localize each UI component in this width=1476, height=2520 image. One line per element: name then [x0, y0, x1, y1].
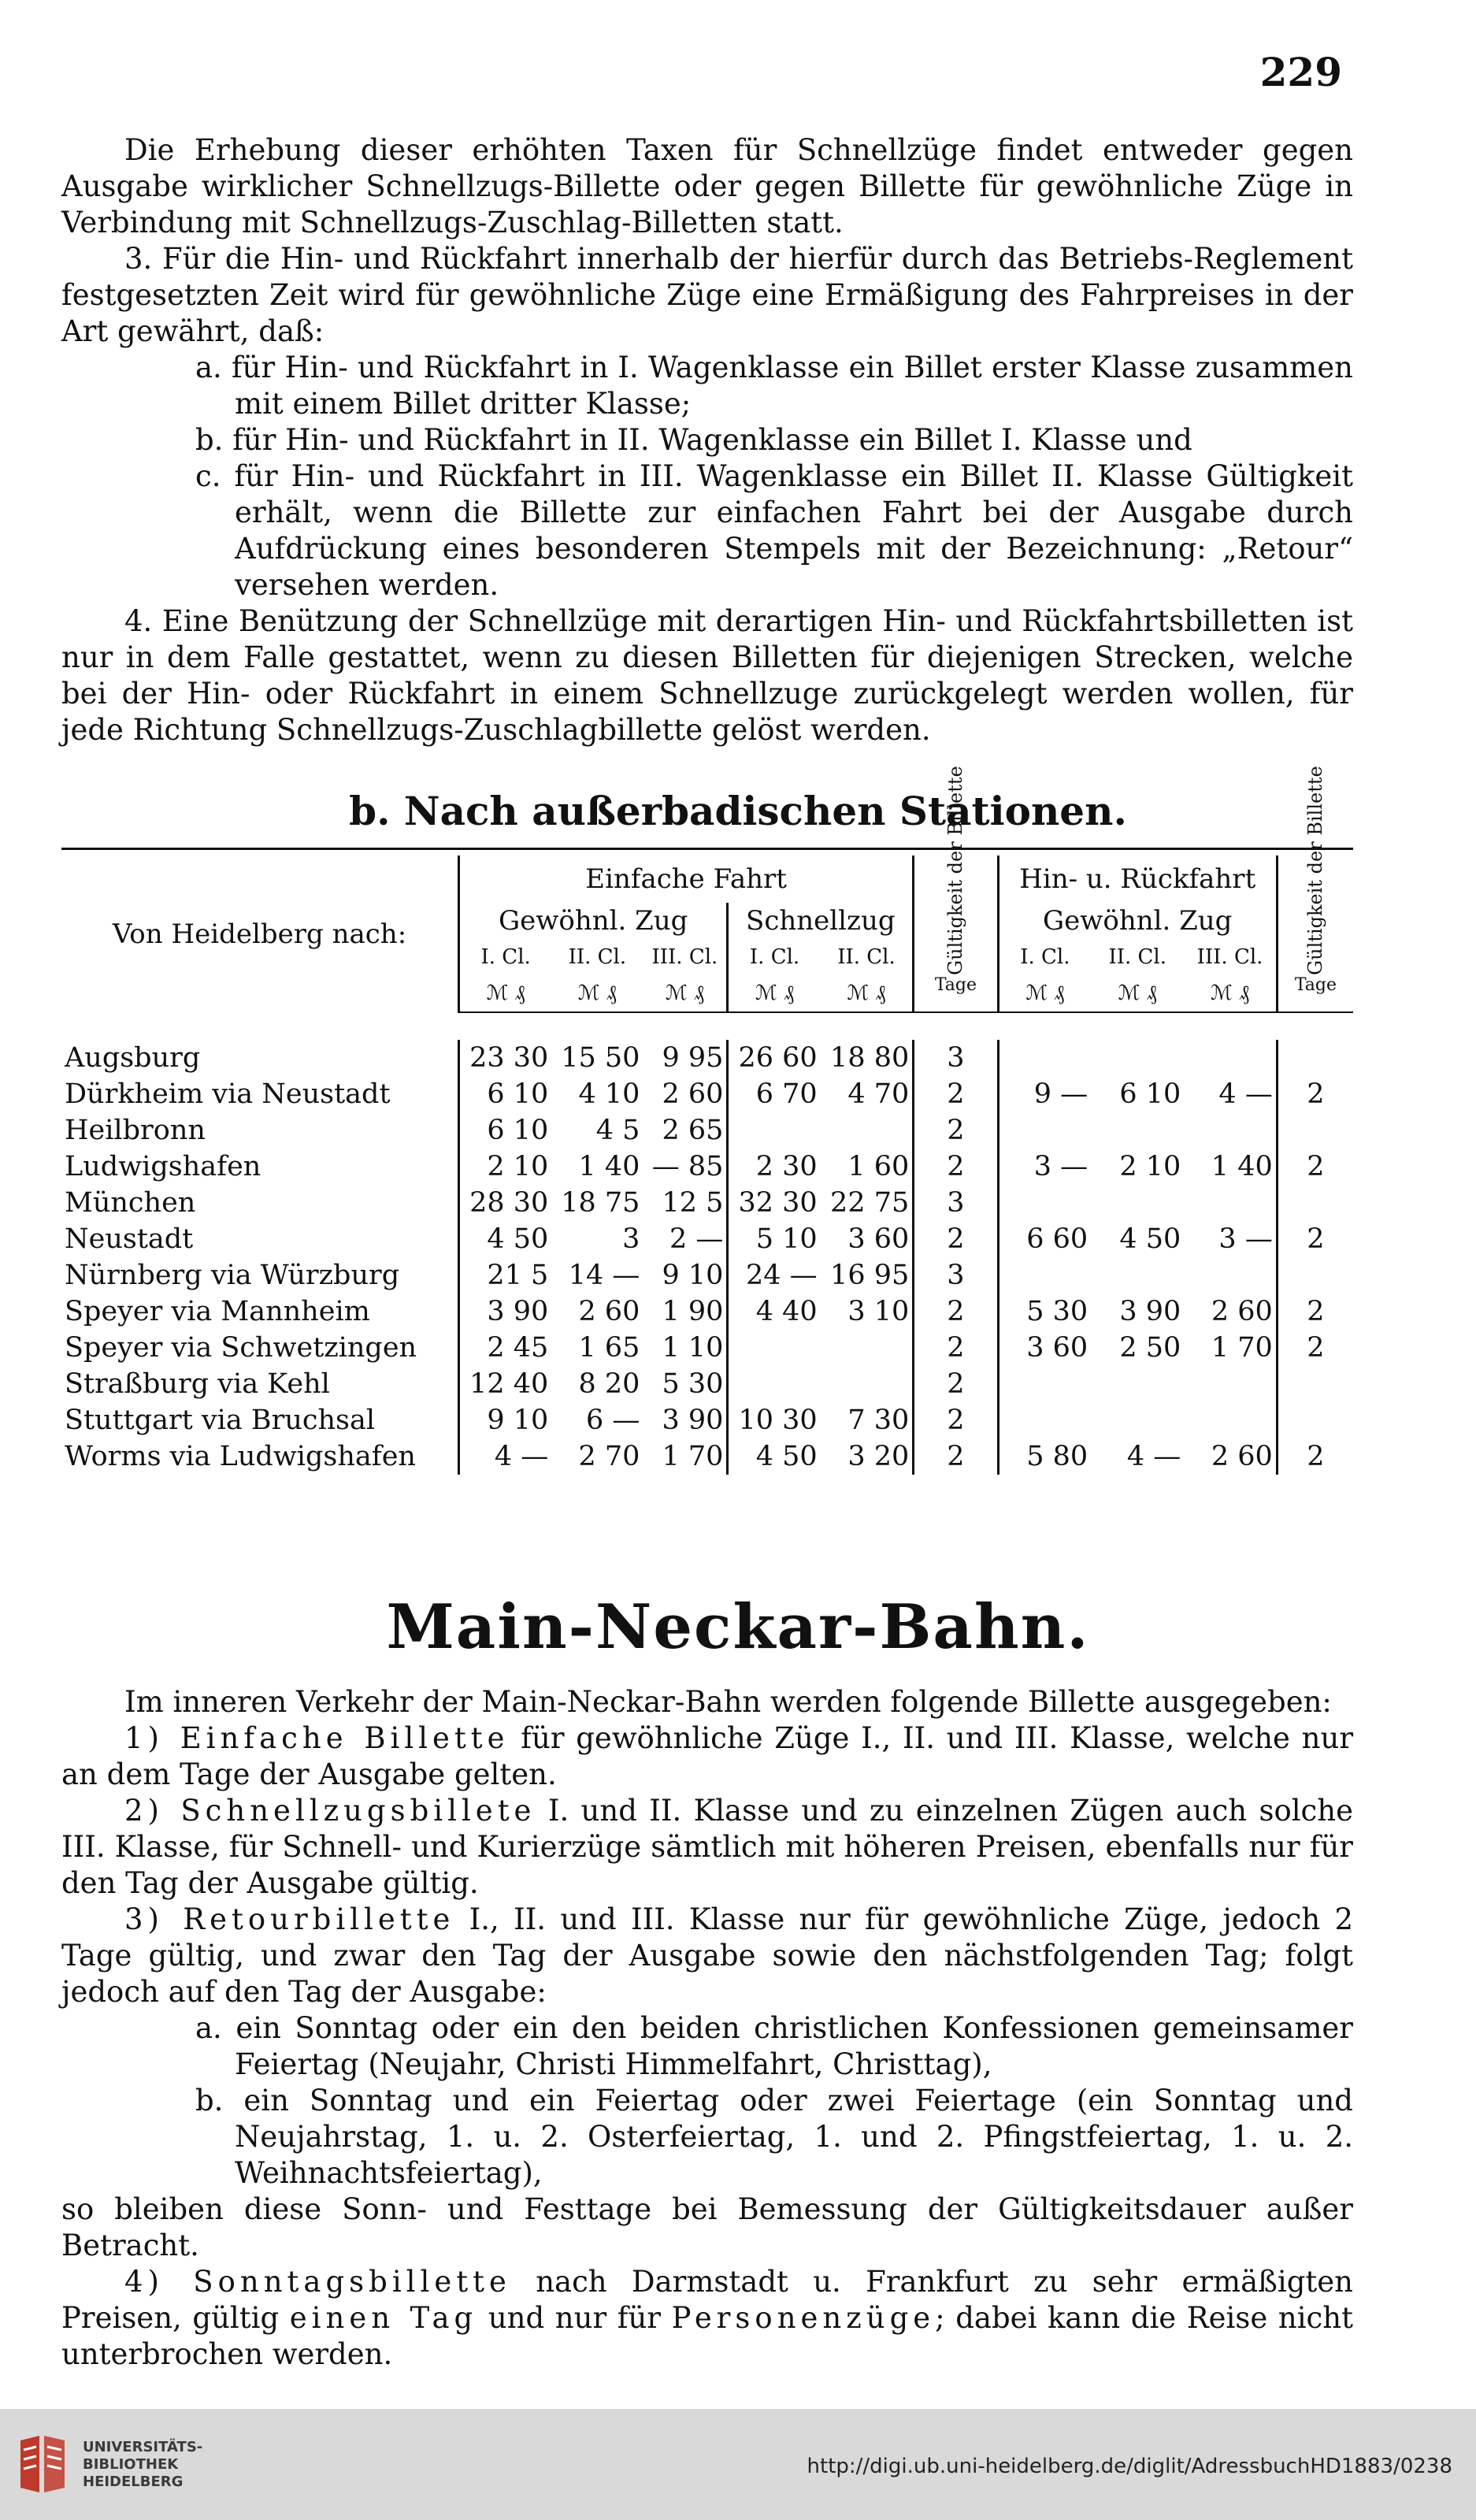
fare-einfach-cl3: 5 30 — [662, 1368, 724, 1400]
fare-retour-cl2 — [1091, 1257, 1184, 1293]
fare-retour-cl2: 4 — — [1126, 1441, 1181, 1472]
fare-retour-cl3 — [1184, 1257, 1277, 1293]
table-row — [61, 1330, 1353, 1366]
fare-einfach-cl1: 6 10 — [459, 1076, 552, 1112]
fare-retour-cl2: 2 10 — [1119, 1151, 1181, 1182]
mnb-sub-a: a. ein Sonntag oder ein den beiden christlichen Konfessionen gemeinsamer Feiertag (Neujahr, Christi Himmelfahrt, Christtag), — [195, 2011, 1353, 2081]
from-heidelberg-label: Von Heidelberg nach: — [112, 918, 407, 950]
fare-schnell-cl2: 1 60 — [847, 1151, 910, 1182]
station-name: Nürnberg via Würzburg — [65, 1260, 400, 1291]
fare-schnell-cl2: 16 95 — [830, 1260, 910, 1291]
validity-days-retour: 2 — [1277, 1438, 1353, 1475]
fare-einfach-cl2: 14 — — [568, 1260, 640, 1291]
library-seal-icon — [16, 2433, 71, 2496]
fare-retour-cl3: 1 70 — [1211, 1332, 1273, 1364]
mnb-item-4: 4) Sonntagsbillette nach Darmstadt u. Frankfurt zu sehr ermäßigten Preisen, gültig einen Tag und nur für Personenzüge; dabei kann die Reise nicht unterbrochen werden. — [61, 2265, 1354, 2371]
fare-retour-cl3 — [1184, 1402, 1277, 1438]
table-row — [61, 1112, 1353, 1149]
table-row — [61, 1040, 1353, 1076]
fare-einfach-cl3: 1 90 — [662, 1296, 724, 1327]
fare-schnell-cl2: 22 75 — [830, 1187, 910, 1219]
station-name: Dürkheim via Neustadt — [65, 1078, 391, 1110]
validity-days: 2 — [914, 1438, 998, 1475]
currency-unit: ℳ ₰ — [821, 975, 914, 1012]
mnb-item-2: 2) Schnellzugsbillete I. und II. Klasse und zu einzelnen Zügen auch solche III. Klasse, für Schnell- und Kurierzüge sämtlich mit höheren Preisen, ebenfalls nur für den Tag der Ausgabe gültig. — [61, 1794, 1354, 1900]
einfache-fahrt-header: Einfache Fahrt — [459, 855, 914, 903]
currency-unit: ℳ ₰ — [1184, 975, 1277, 1012]
validity-days: 2 — [914, 1149, 998, 1185]
fare-einfach-cl2: 2 70 — [578, 1441, 640, 1472]
validity-days-retour: 2 — [1277, 1149, 1353, 1185]
paragraph-3: 3. Für die Hin- und Rückfahrt innerhalb der hierfür durch das Betriebs-Reglement festgesetzten Zeit wird für gewöhnliche Züge eine Ermäßigung des Fahrpreises in der Art gewährt, daß: — [61, 242, 1353, 348]
validity-days-retour: 2 — [1277, 1293, 1353, 1330]
validity-days: 2 — [914, 1112, 998, 1149]
fare-schnell-cl1: 4 50 — [728, 1438, 821, 1475]
fare-retour-cl3 — [1184, 1185, 1277, 1221]
fare-einfach-cl2: 1 65 — [578, 1332, 640, 1364]
fare-schnell-cl2: 4 70 — [847, 1078, 910, 1110]
hin-rueck-header: Hin- u. Rückfahrt — [998, 855, 1277, 903]
fare-einfach-cl3: 2 65 — [662, 1115, 724, 1146]
fare-einfach-cl1: 9 10 — [459, 1402, 552, 1438]
fare-retour-cl1 — [998, 1257, 1091, 1293]
gueltigkeit-retour-header: Gültigkeit der Billette Tage — [1277, 855, 1353, 1012]
permalink-url[interactable]: http://digi.ub.uni-heidelberg.de/diglit/AdressbuchHD1883/0238 — [807, 2455, 1452, 2478]
validity-days-retour: 2 — [1277, 1330, 1353, 1366]
fare-einfach-cl2: 3 — [622, 1223, 640, 1255]
fare-einfach-cl2: 8 20 — [578, 1368, 640, 1400]
table-row — [61, 1185, 1353, 1221]
fare-retour-cl2 — [1091, 1402, 1184, 1438]
fare-retour-cl1 — [998, 1040, 1091, 1076]
fare-schnell-cl2 — [821, 1112, 914, 1149]
fare-einfach-cl1: 21 5 — [459, 1257, 552, 1293]
currency-unit: ℳ ₰ — [998, 975, 1091, 1012]
fare-retour-cl2 — [1091, 1040, 1184, 1076]
fare-schnell-cl2: 18 80 — [830, 1042, 910, 1074]
table-row — [61, 1366, 1353, 1402]
fare-schnell-cl2 — [821, 1366, 914, 1402]
fare-einfach-cl3: 2 — — [669, 1223, 724, 1255]
station-name: Heilbronn — [65, 1115, 206, 1146]
currency-unit: ℳ ₰ — [459, 975, 552, 1012]
fare-einfach-cl1: 6 10 — [459, 1112, 552, 1149]
fare-einfach-cl1: 23 30 — [459, 1040, 552, 1076]
fare-einfach-cl1: 4 50 — [459, 1221, 552, 1257]
currency-unit: ℳ ₰ — [643, 975, 728, 1012]
mnb-lead: Im inneren Verkehr der Main-Neckar-Bahn werden folgende Billette ausgegeben: — [124, 1685, 1332, 1719]
fare-schnell-cl1 — [728, 1112, 821, 1149]
fare-retour-cl3: 2 60 — [1211, 1441, 1273, 1472]
currency-unit: ℳ ₰ — [1091, 975, 1184, 1012]
validity-days-retour — [1277, 1257, 1353, 1293]
item-a: a. für Hin- und Rückfahrt in I. Wagenklasse ein Billet erster Klasse zusammen mit einem Billet dritter Klasse; — [195, 351, 1353, 421]
cl3-header: III. Cl. — [651, 945, 718, 969]
validity-days: 2 — [914, 1293, 998, 1330]
main-neckar-bahn-title: Main-Neckar-Bahn. — [386, 1591, 1090, 1663]
gueltigkeit-einfach-header: Gültigkeit der Billette Tage — [914, 855, 998, 1012]
fare-retour-cl1 — [998, 1402, 1091, 1438]
validity-days: 2 — [914, 1221, 998, 1257]
station-name: Stuttgart via Bruchsal — [65, 1405, 376, 1436]
header-row-1 — [61, 855, 1353, 903]
fare-retour-cl3 — [1184, 1112, 1277, 1149]
paragraph-4: 4. Eine Benützung der Schnellzüge mit derartigen Hin- und Rückfahrtsbilletten ist nur in dem Falle gestattet, wenn zu diesen Billetten für diejenigen Strecken, welche bei der Hin- oder Rückfahrt in einem Schnellzuge zurückgelegt werden wollen, für jede Richtung Schnellzugs-Zuschlagbillette gelöst werden. — [61, 604, 1353, 747]
fare-schnell-cl1: 32 30 — [728, 1185, 821, 1221]
fare-einfach-cl2: 4 5 — [595, 1115, 640, 1146]
fare-rows — [61, 1040, 1353, 1475]
table-row — [61, 1438, 1353, 1475]
validity-days-retour — [1277, 1402, 1353, 1438]
fare-einfach-cl2: 6 — — [586, 1405, 640, 1436]
fare-einfach-cl3: 1 70 — [662, 1441, 724, 1472]
table-row — [61, 1221, 1353, 1257]
fare-retour-cl2: 6 10 — [1119, 1078, 1181, 1110]
fare-einfach-cl1: 3 90 — [459, 1293, 552, 1330]
item-b: b. für Hin- und Rückfahrt in II. Wagenklasse ein Billet I. Klasse und — [195, 423, 1192, 457]
station-name: Neustadt — [65, 1223, 194, 1255]
s-cl1-header: I. Cl. — [728, 939, 821, 975]
fare-einfach-cl3: 3 90 — [662, 1405, 724, 1436]
fare-retour-cl1: 5 80 — [998, 1438, 1091, 1475]
fare-retour-cl3: 1 40 — [1211, 1151, 1273, 1182]
station-name: Worms via Ludwigshafen — [65, 1441, 416, 1472]
fare-retour-cl2 — [1091, 1112, 1184, 1149]
table-row — [61, 1402, 1353, 1438]
station-name: Straßburg via Kehl — [65, 1368, 330, 1400]
intro-text — [61, 132, 1353, 748]
section-b-heading: b. Nach außerbadischen Stationen. — [349, 788, 1127, 834]
fare-schnell-cl1 — [728, 1330, 821, 1366]
fare-retour-cl3 — [1184, 1040, 1277, 1076]
fare-retour-cl3: 2 60 — [1211, 1296, 1273, 1327]
library-footer-bar — [0, 2409, 1476, 2520]
fare-retour-cl2 — [1091, 1366, 1184, 1402]
table-row — [61, 1293, 1353, 1330]
fare-schnell-cl2 — [821, 1330, 914, 1366]
r-cl2-header: II. Cl. — [1108, 945, 1166, 969]
validity-days: 2 — [914, 1366, 998, 1402]
fare-schnell-cl1: 10 30 — [728, 1402, 821, 1438]
fare-retour-cl2: 3 90 — [1119, 1296, 1181, 1327]
r-cl1-header: I. Cl. — [998, 939, 1091, 975]
validity-days: 2 — [914, 1402, 998, 1438]
fare-retour-cl2 — [1091, 1185, 1184, 1221]
fare-retour-cl1: 3 — — [998, 1149, 1091, 1185]
fare-schnell-cl1: 6 70 — [728, 1076, 821, 1112]
fare-einfach-cl1: 2 10 — [459, 1149, 552, 1185]
r-cl3-header: III. Cl. — [1196, 945, 1263, 969]
validity-days: 2 — [914, 1076, 998, 1112]
fare-einfach-cl2: 1 40 — [578, 1151, 640, 1182]
fare-einfach-cl3: 2 60 — [662, 1078, 724, 1110]
station-name: Augsburg — [65, 1042, 201, 1074]
fare-retour-cl3: 4 — — [1218, 1078, 1273, 1110]
table-row — [61, 1076, 1353, 1112]
validity-days-retour — [1277, 1112, 1353, 1149]
fare-schnell-cl2: 3 20 — [847, 1441, 910, 1472]
table-row — [61, 1149, 1353, 1185]
fare-retour-cl1: 3 60 — [998, 1330, 1091, 1366]
fare-schnell-cl1 — [728, 1366, 821, 1402]
paragraph-taxes: Die Erhebung dieser erhöhten Taxen für Schnellzüge findet entweder gegen Ausgabe wirklicher Schnellzugs-Billette oder gegen Billette für gewöhnliche Züge in Verbindung mit Schnellzugs-Zuschlag-Billetten statt. — [61, 133, 1353, 239]
fare-schnell-cl1: 4 40 — [728, 1293, 821, 1330]
fare-schnell-cl1: 24 — — [728, 1257, 821, 1293]
validity-days-retour — [1277, 1185, 1353, 1221]
validity-days: 3 — [914, 1040, 998, 1076]
table-top-rule — [61, 848, 1353, 850]
validity-days: 3 — [914, 1185, 998, 1221]
mnb-after: so bleiben diese Sonn- und Festtage bei Bemessung der Gültigkeitsdauer außer Betracht. — [61, 2192, 1353, 2262]
validity-days-retour — [1277, 1366, 1353, 1402]
fare-retour-cl1: 5 30 — [998, 1293, 1091, 1330]
fare-einfach-cl1: 12 40 — [459, 1366, 552, 1402]
fare-einfach-cl2: 2 60 — [578, 1296, 640, 1327]
validity-days: 2 — [914, 1330, 998, 1366]
mnb-sub-b: b. ein Sonntag und ein Feiertag oder zwei Feiertage (ein Sonntag und Neujahrstag, 1. u. 2. Osterfeiertag, 1. und 2. Pfingstfeiertag, 1. u. 2. Weihnachtsfeiertag), — [195, 2084, 1353, 2190]
station-name: Speyer via Mannheim — [65, 1296, 370, 1327]
validity-days-retour — [1277, 1040, 1353, 1076]
station-name: München — [65, 1187, 196, 1219]
mnb-item-3: 3) Retourbillette I., II. und III. Klasse nur für gewöhnliche Züge, jedoch 2 Tage gültig, und zwar den Tag der Ausgabe sowie den nächstfolgenden Tag; folgt jedoch auf den Tag der Ausgabe: — [61, 1902, 1354, 2009]
fare-schnell-cl1: 5 10 — [728, 1221, 821, 1257]
gewoehnl-zug-retour-header: Gewöhnl. Zug — [998, 903, 1277, 939]
library-logo-text: UNIVERSITÄTS- BIBLIOTHEK HEIDELBERG — [83, 2439, 203, 2490]
currency-unit: ℳ ₰ — [728, 975, 821, 1012]
schnellzug-header: Schnellzug — [728, 903, 914, 939]
station-name: Speyer via Schwetzingen — [65, 1332, 417, 1364]
table-row — [61, 1257, 1353, 1293]
cl2-header: II. Cl. — [568, 945, 627, 969]
fare-retour-cl1: 6 60 — [998, 1221, 1091, 1257]
fare-retour-cl1 — [998, 1366, 1091, 1402]
fare-einfach-cl1: 4 — — [459, 1438, 552, 1475]
fare-einfach-cl1: 28 30 — [459, 1185, 552, 1221]
fare-schnell-cl2: 3 60 — [847, 1223, 910, 1255]
fare-einfach-cl1: 2 45 — [459, 1330, 552, 1366]
fare-retour-cl3 — [1184, 1366, 1277, 1402]
fare-einfach-cl2: 18 75 — [561, 1187, 640, 1219]
fare-einfach-cl3: — 85 — [651, 1151, 724, 1182]
fare-retour-cl3: 3 — — [1218, 1223, 1273, 1255]
fare-retour-cl1 — [998, 1112, 1091, 1149]
mnb-text — [61, 1684, 1353, 2373]
mnb-item-1: 1) Einfache Billette für gewöhnliche Züge I., II. und III. Klasse, welche nur an dem Tage der Ausgabe gelten. — [61, 1721, 1354, 1791]
page-number: 229 — [1259, 49, 1342, 95]
fare-retour-cl2: 2 50 — [1119, 1332, 1181, 1364]
fare-retour-cl1: 9 — — [998, 1076, 1091, 1112]
fare-retour-cl2: 4 50 — [1119, 1223, 1181, 1255]
s-cl2-header: II. Cl. — [837, 945, 896, 969]
fare-einfach-cl3: 9 10 — [662, 1260, 724, 1291]
fare-einfach-cl3: 12 5 — [662, 1187, 724, 1219]
fare-einfach-cl3: 9 95 — [662, 1042, 724, 1074]
fare-retour-cl1 — [998, 1185, 1091, 1221]
station-name: Ludwigshafen — [65, 1151, 261, 1182]
item-c: c. für Hin- und Rückfahrt in III. Wagenklasse ein Billet II. Klasse Gültigkeit erhält, wenn die Billette zur einfachen Fahrt bei der Ausgabe durch Aufdrückung eines besonderen Stempels mit der Bezeichnung: „Retour“ versehen werden. — [195, 459, 1353, 602]
cl1-header: I. Cl. — [459, 939, 552, 975]
validity-days: 3 — [914, 1257, 998, 1293]
fare-schnell-cl1: 2 30 — [728, 1149, 821, 1185]
validity-days-retour: 2 — [1277, 1221, 1353, 1257]
fare-einfach-cl3: 1 10 — [662, 1332, 724, 1364]
gewoehnl-zug-header: Gewöhnl. Zug — [459, 903, 728, 939]
currency-unit: ℳ ₰ — [551, 975, 643, 1012]
fare-schnell-cl2: 7 30 — [847, 1405, 910, 1436]
validity-days-retour: 2 — [1277, 1076, 1353, 1112]
fare-einfach-cl2: 4 10 — [578, 1078, 640, 1110]
fare-schnell-cl1: 26 60 — [728, 1040, 821, 1076]
fare-einfach-cl2: 15 50 — [561, 1042, 640, 1074]
fare-schnell-cl2: 3 10 — [847, 1296, 910, 1327]
